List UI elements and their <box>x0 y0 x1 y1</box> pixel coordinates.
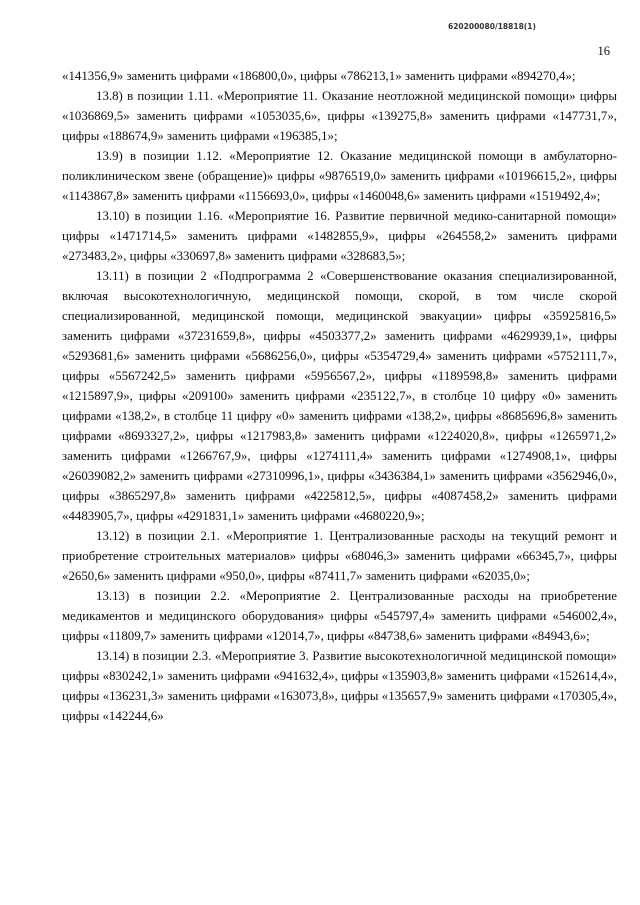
paragraph: 13.14) в позиции 2.3. «Мероприятие 3. Развитие высокотехнологичной медицинской помощи» цифры «830242,1» заменить цифрами «941632,4», цифры «135903,8» заменить цифрами «152614,4», цифры «136231,3» заменить цифрами «163073,8», цифры «135657,9» заменить цифрами «170305,4», цифры «142244,6» <box>62 649 617 723</box>
paragraph: 13.11) в позиции 2 «Подпрограмма 2 «Совершенствование оказания специализированной, включая высокотехнологичную, медицинской помощи, скорой, в том числе скорой специализированной, медицинской помощи, медицинской эвакуации» цифры «35925816,5» заменить цифрами «37231659,8», цифры «4503377,2» заменить цифрами «4629939,1», цифры «5293681,6» заменить цифрами «5686256,0», цифры «5354729,4» заменить цифрами «5752111,7», цифры «5567242,5» заменить цифрами «5956567,2», цифры «1189598,8» заменить цифрами «1215897,9», цифры «209100» заменить цифрами «235122,7», в столбце 10 цифру «0» заменить цифрами «138,2», в столбце 11 цифру «0» заменить цифрами «138,2», цифры «8685696,8» заменить цифрами «8693327,2», цифры «1217983,8» заменить цифрами «1224020,8», цифры «1265971,2» заменить цифрами «1266767,9», цифры «1274111,4» заменить цифрами «1274908,1», цифры «26039082,2» заменить цифрами «27310996,1», цифры «3436384,1» заменить цифрами «3562946,0», цифры «3865297,8» заменить цифрами «4225812,5», цифры «4087458,2» заменить цифрами «4483905,7», цифры «4291831,1» заменить цифрами «4680220,9»; <box>62 269 617 523</box>
paragraph: 13.8) в позиции 1.11. «Мероприятие 11. Оказание неотложной медицинской помощи» цифры «1036869,5» заменить цифрами «1053035,6», цифры «139275,8» заменить цифрами «147731,7», цифры «188674,9» заменить цифрами «196385,1»; <box>62 89 617 143</box>
paragraph: «141356,9» заменить цифрами «186800,0», цифры «786213,1» заменить цифрами «894270,4»; <box>62 69 576 83</box>
paragraph: 13.13) в позиции 2.2. «Мероприятие 2. Централизованные расходы на приобретение медикаментов и медицинского оборудования» цифры «545797,4» заменить цифрами «546002,4», цифры «11809,7» заменить цифрами «12014,7», цифры «84738,6» заменить цифрами «84943,6»; <box>62 589 617 643</box>
document-body <box>62 66 617 726</box>
paragraph: 13.9) в позиции 1.12. «Мероприятие 12. Оказание медицинской помощи в амбулаторно-поликлиническом звене (обращение)» цифры «9876519,0» заменить цифрами «10196615,2», цифры «1143867,8» заменить цифрами «1156693,0», цифры «1460048,6» заменить цифрами «1519492,4»; <box>62 149 617 203</box>
document-code: 620200080/18818(1) <box>448 22 536 31</box>
paragraph: 13.10) в позиции 1.16. «Мероприятие 16. Развитие первичной медико-санитарной помощи» цифры «1471714,5» заменить цифрами «1482855,9», цифры «264558,2» заменить цифрами «273483,2», цифры «330697,8» заменить цифрами «328683,5»; <box>62 209 617 263</box>
page-number: 16 <box>597 44 610 58</box>
paragraph: 13.12) в позиции 2.1. «Мероприятие 1. Централизованные расходы на текущий ремонт и приобретение строительных материалов» цифры «68046,3» заменить цифрами «66345,7», цифры «2650,6» заменить цифрами «950,0», цифры «87411,7» заменить цифрами «62035,0»; <box>62 529 617 583</box>
